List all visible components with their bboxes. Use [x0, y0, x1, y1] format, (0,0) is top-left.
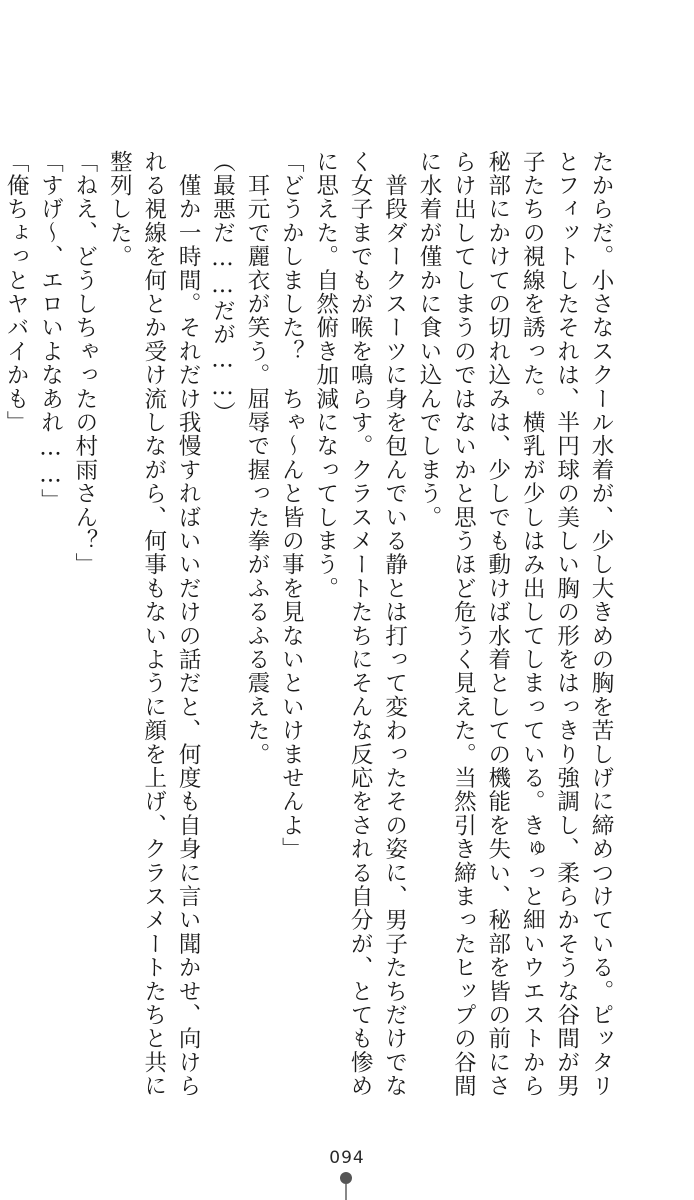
- text-line: 子たちの視線を誘った。横乳が少しはみ出してしまっている。きゅっと細いウエストから: [519, 150, 546, 1098]
- footer-dot-ornament: [340, 1172, 352, 1184]
- text-line: （最悪だ……だが……）: [209, 150, 236, 425]
- footer-line-ornament: [345, 1184, 347, 1200]
- text-line: 秘部にかけての切れ込みは、少しでも動けば水着としての機能を失い、秘部を皆の前にさ: [484, 150, 511, 1099]
- text-line: く女子までもが喉を鳴らす。クラスメートたちにそんな反応をされる自分が、とても惨め: [347, 150, 374, 1098]
- text-line: 僅か一時間。それだけ我慢すればいいだけの話だと、何度も自身に言い聞かせ、向けら: [175, 150, 202, 1098]
- text-line: 整列した。: [106, 150, 133, 269]
- page-number: 094: [329, 1148, 365, 1168]
- text-line: 「俺ちょっとヤバイかも」: [3, 150, 30, 435]
- text-line: とフィットしたそれは、半円球の美しい胸の形をはっきり強調し、柔らかそうな谷間が男: [553, 150, 580, 1098]
- text-line: れる視線を何とか受け流しながら、何事もないように顔を上げ、クラスメートたちと共に: [140, 150, 167, 1098]
- text-line: 普段ダークスーツに身を包んでいる静とは打って変わったその姿に、男子たちだけでな: [381, 150, 408, 1098]
- text-line: 「すげ〜、エロいよなあれ……」: [37, 150, 64, 513]
- text-line: たからだ。小さなスクール水着が、少し大きめの胸を苦しげに締めつけている。ピッタリ: [588, 150, 614, 1098]
- text-line: 耳元で麗衣が笑う。屈辱で握った拳がふるふる震えた。: [243, 150, 270, 767]
- vertical-text-block: [0, 150, 618, 1099]
- text-line: に思えた。自然俯き加減になってしまう。: [312, 150, 339, 601]
- text-line: に水着が僅かに食い込んでしまう。: [415, 150, 442, 530]
- text-line: 「ねえ、どうしちゃったの村雨さん？」: [71, 150, 98, 577]
- text-line: らけ出してしまうのではないかと思うほど危うく見えた。当然引き締まったヒップの谷間: [450, 150, 477, 1098]
- text-line: 「どうかしました？ ちゃ〜んと皆の事を見ないといけませんよ」: [278, 150, 305, 861]
